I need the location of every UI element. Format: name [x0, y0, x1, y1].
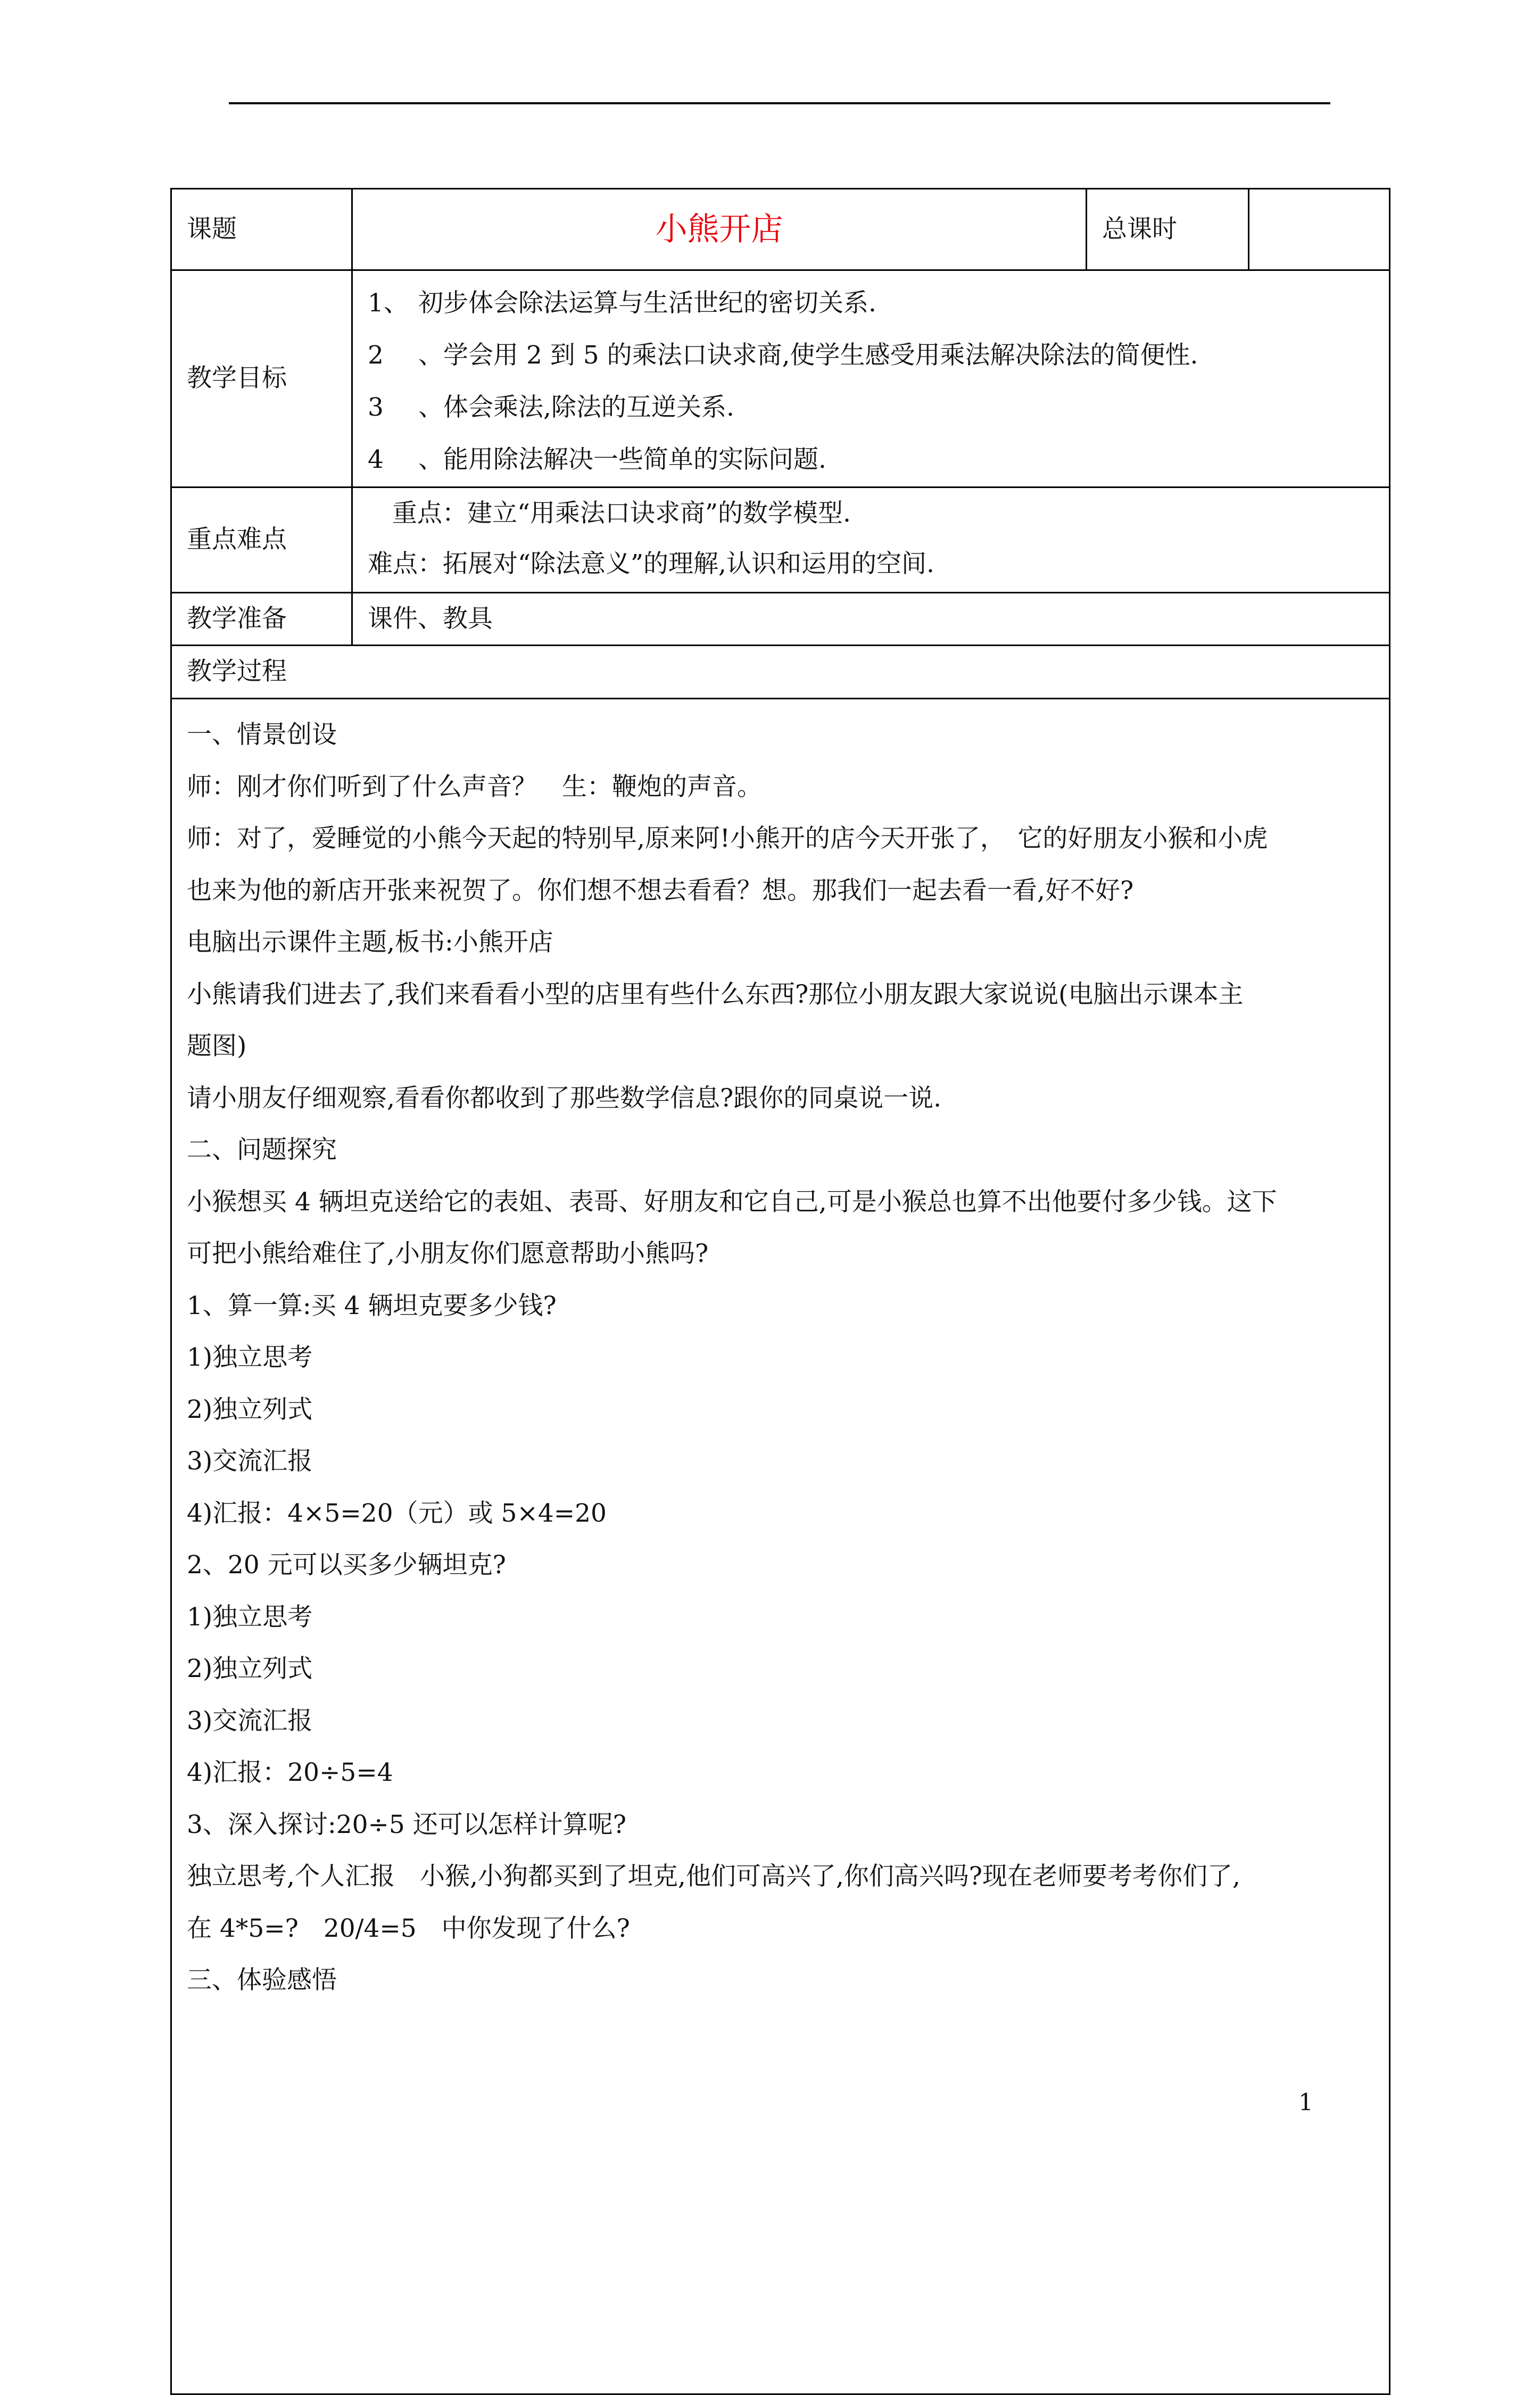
process-line: 2)独立列式 — [187, 1654, 313, 1683]
lesson-plan-table — [170, 188, 1390, 2395]
process-line: 题图) — [187, 1031, 247, 1061]
process-line: 二、问题探究 — [187, 1135, 337, 1165]
goal-item: 3 、体会乘法,除法的互逆关系. — [368, 393, 734, 422]
process-body — [171, 699, 1390, 2394]
difficulty-point: 难点：拓展对“除法意义”的理解,认识和运用的空间. — [368, 549, 934, 579]
process-line: 3、深入探讨:20÷5 还可以怎样计算呢? — [187, 1810, 626, 1839]
process-line: 师：刚才你们听到了什么声音？ 生：鞭炮的声音。 — [187, 772, 762, 802]
process-line: 也来为他的新店开张来祝贺了。你们想不想去看看？想。那我们一起去看一看,好不好? — [187, 876, 1134, 905]
prep-value: 课件、教具 — [352, 593, 1390, 646]
key-points-list — [352, 488, 1390, 593]
process-line: 1)独立思考 — [187, 1602, 313, 1632]
process-line: 1、算一算:买 4 辆坦克要多少钱? — [187, 1291, 557, 1320]
goal-item: 1、 初步体会除法运算与生活世纪的密切关系. — [368, 288, 876, 318]
process-line: 独立思考,个人汇报 小猴,小狗都买到了坦克,他们可高兴了,你们高兴吗?现在老师要考考你们了, — [187, 1862, 1240, 1891]
goals-row — [171, 270, 1390, 488]
process-line: 小猴想买 4 辆坦克送给它的表姐、表哥、好朋友和它自己,可是小猴总也算不出他要付多少钱。这下 — [187, 1187, 1277, 1217]
goals-label: 教学目标 — [171, 270, 352, 488]
process-line: 小熊请我们进去了,我们来看看小型的店里有些什么东西?那位小朋友跟大家说说(电脑出示课本主 — [187, 979, 1244, 1009]
process-line: 请小朋友仔细观察,看看你都收到了那些数学信息?跟你的同桌说一说. — [187, 1083, 942, 1113]
process-line: 1)独立思考 — [187, 1343, 313, 1372]
process-line: 3)交流汇报 — [187, 1706, 313, 1736]
process-line: 在 4*5=? 20/4=5 中你发现了什么? — [187, 1913, 630, 1943]
process-line: 2、20 元可以买多少辆坦克? — [187, 1550, 506, 1580]
process-line: 师：对了，爱睡觉的小熊今天起的特别早,原来阿!小熊开的店今天开张了， 它的好朋友小猴和小虎 — [187, 824, 1268, 853]
goal-item: 4 、能用除法解决一些简单的实际问题. — [368, 445, 826, 474]
prep-row — [171, 593, 1390, 646]
page-number: 1 — [1298, 2089, 1313, 2116]
process-line: 3)交流汇报 — [187, 1447, 313, 1476]
title-row — [171, 189, 1390, 270]
goals-list — [352, 270, 1390, 488]
prep-label: 教学准备 — [171, 593, 352, 646]
process-label: 教学过程 — [171, 646, 1390, 699]
process-header-row — [171, 646, 1390, 699]
process-body-row — [171, 699, 1390, 2394]
process-line: 可把小熊给难住了,小朋友你们愿意帮助小熊吗? — [187, 1239, 709, 1268]
process-line: 4)汇报：4×5=20（元）或 5×4=20 — [187, 1498, 607, 1528]
total-hours-label: 总课时 — [1087, 189, 1249, 270]
process-line: 三、体验感悟 — [187, 1965, 337, 1995]
key-points-row — [171, 488, 1390, 593]
course-title: 小熊开店 — [352, 189, 1087, 270]
key-point: 重点：建立“用乘法口诀求商”的数学模型. — [392, 499, 851, 528]
key-points-label: 重点难点 — [171, 488, 352, 593]
process-line: 2)独立列式 — [187, 1394, 313, 1424]
total-hours-value — [1249, 189, 1390, 270]
title-label: 课题 — [171, 189, 352, 270]
process-line: 4)汇报：20÷5=4 — [187, 1758, 393, 1787]
process-line: 一、情景创设 — [187, 720, 337, 749]
header-rule — [229, 102, 1330, 104]
process-line: 电脑出示课件主题,板书:小熊开店 — [187, 928, 553, 957]
goal-item: 2 、学会用 2 到 5 的乘法口诀求商,使学生感受用乘法解决除法的简便性. — [368, 341, 1198, 370]
